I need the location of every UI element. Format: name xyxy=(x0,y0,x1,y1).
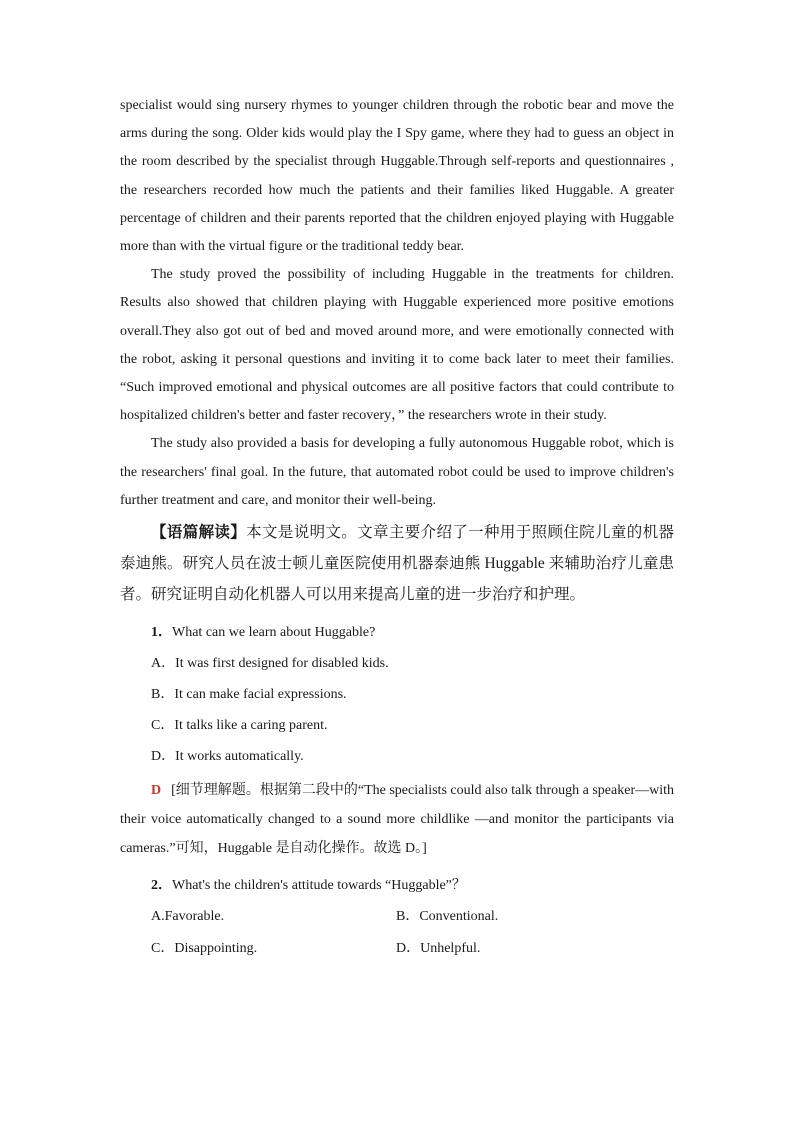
question-2 xyxy=(120,871,674,965)
passage-analysis xyxy=(120,517,674,610)
passage-paragraph-1: specialist would sing nursery rhymes to younger children through the robotic bear and move the arms during the song. Older kids would play the I Spy game, where they had to guess an object in the room described by the specialist through Huggable.Through self-reports and questionnaires , the researchers recorded how much the patients and their families liked Huggable. A greater percentage of children and their parents reported that the children enjoyed playing with Huggable more than with the virtual figure or the traditional teddy bear. xyxy=(120,98,674,255)
question-2-options-row-2 xyxy=(120,933,674,965)
question-1-option-a: A．It was first designed for disabled kids. xyxy=(151,656,389,672)
question-2-option-c: C．Disappointing. xyxy=(151,941,258,957)
analysis-tag: 【语篇解读】 xyxy=(151,524,247,542)
analysis-text: 本文是说明文。文章主要介绍了一种用于照顾住院儿童的机器泰迪熊。研究人员在波士顿儿童医院使用机器泰迪熊 Huggable 来辅助治疗儿童患者。研究证明自动化机器人可以用来提高儿童的进一步治疗和护理。 xyxy=(120,524,674,604)
passage-paragraph-2: The study proved the possibility of including Huggable in the treatments for children. Results also showed that children playing with Huggable experienced more positive emotions overall.They also got out of bed and moved around more, and were emotionally connected with the robot, asking it personal questions and inviting it to come back later to meet their families. “Such improved emotional and physical outcomes are all positive factors that could contribute to hospitalized children's better and faster recovery，” the researchers wrote in their study. xyxy=(120,267,674,424)
question-2-options-row-1 xyxy=(120,901,674,933)
document-content xyxy=(120,92,674,965)
question-1-number: 1． xyxy=(151,625,172,641)
question-2-option-b: B．Conventional. xyxy=(396,909,499,925)
question-1-text: What can we learn about Huggable? xyxy=(172,625,376,641)
question-2-number: 2． xyxy=(151,878,172,894)
question-2-option-d: D．Unhelpful. xyxy=(396,941,481,957)
question-1-answer-letter: D xyxy=(151,783,162,799)
question-2-stem xyxy=(120,871,674,901)
question-1-option-b: B．It can make facial expressions. xyxy=(151,687,347,703)
question-1-option-d: D．It works automatically. xyxy=(151,749,304,765)
question-1-explanation xyxy=(120,776,674,863)
passage-paragraph-3: The study also provided a basis for developing a fully autonomous Huggable robot, which is the researchers' final goal. In the future, that automated robot could be used to improve children's further treatment and care, and monitor their well-being. xyxy=(120,436,674,508)
question-1-explanation-text: [细节理解题。根据第二段中的“The specialists could also talk through a speaker—with their voice automatically changed to a sound more childlike —and monitor the participants via cameras.”可知，Huggable 是自动化操作。故选 D。] xyxy=(120,783,674,857)
question-1-option-c: C．It talks like a caring parent. xyxy=(151,718,328,734)
question-1-stem xyxy=(120,618,674,648)
question-2-text: What's the children's attitude towards “Huggable”？ xyxy=(172,878,466,894)
question-2-option-a: A.Favorable. xyxy=(151,909,225,925)
question-1 xyxy=(120,618,674,863)
